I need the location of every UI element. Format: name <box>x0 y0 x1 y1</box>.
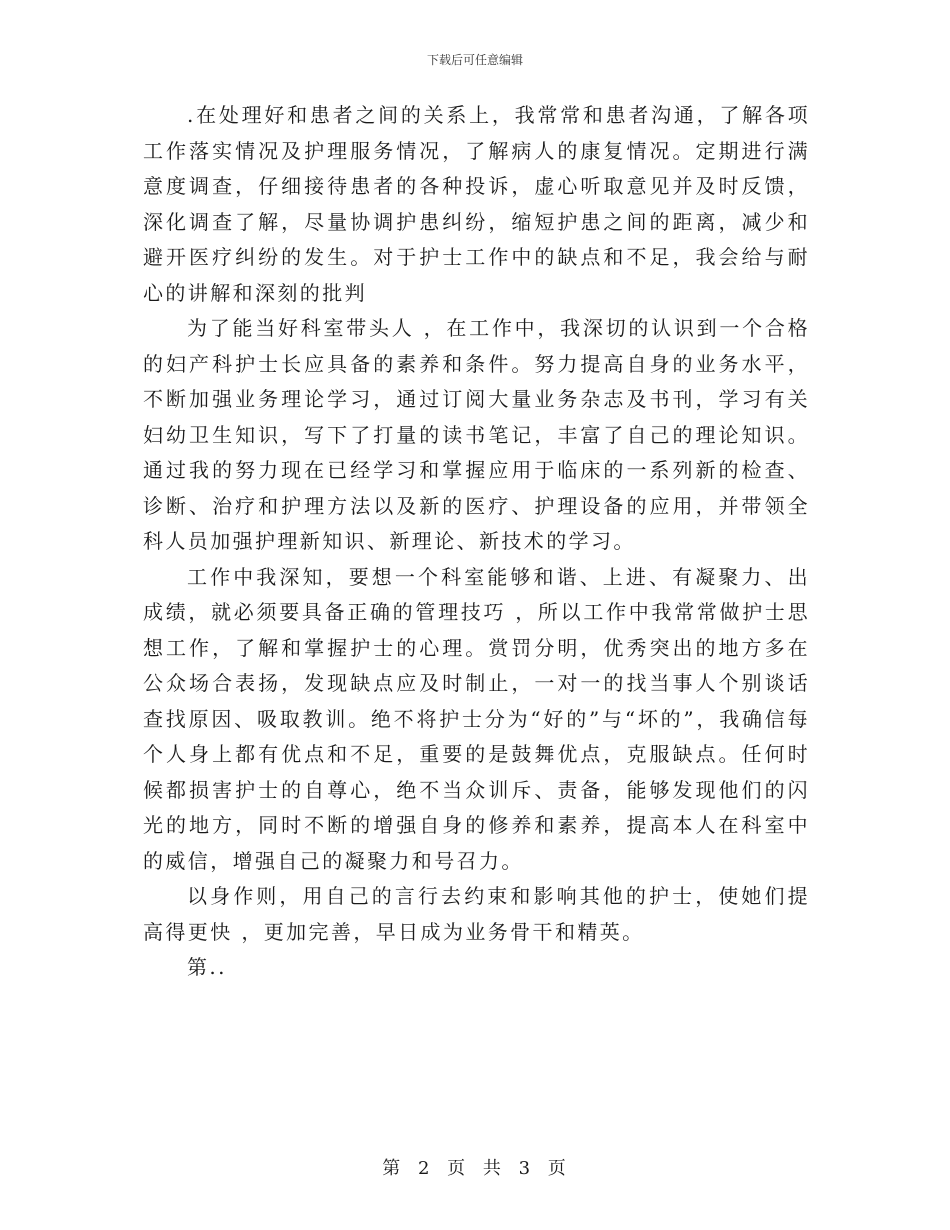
document-body <box>143 98 810 986</box>
paragraph: 以身作则，用自己的言行去约束和影响其他的护士，使她们提高得更快 ，更加完善，早日成为业务骨干和精英。 <box>143 884 810 944</box>
page-number-footer: 第 2 页 共 3 页 <box>382 1158 568 1179</box>
paragraph: 第.. <box>187 955 227 979</box>
page-header: 下载后可任意编辑 <box>426 53 523 67</box>
paragraph: 工作中我深知，要想一个科室能够和谐、上进、有凝聚力、出成绩，就必须要具备正确的管理技巧 ，所以工作中我常常做护士思想工作，了解和掌握护士的心理。赏罚分明，优秀突出的地方多在公众场合表扬，发现缺点应及时制止，一对一的找当事人个别谈话查找原因、吸取教训。绝不将护士分为“好的”与“坏的”，我确信每个人身上都有优点和不足，重要的是鼓舞优点，克服缺点。任何时候都损害护士的自尊心，绝不当众训斥、责备，能够发现他们的闪光的地方，同时不断的增强自身的修养和素养，提高本人在科室中的威信，增强自己的凝聚力和号召力。 <box>143 564 810 873</box>
paragraph: 为了能当好科室带头人 ，在工作中，我深切的认识到一个合格的妇产科护士长应具备的素养和条件。努力提高自身的业务水平，不断加强业务理论学习，通过订阅大量业务杂志及书刊，学习有关妇幼卫生知识，写下了打量的读书笔记，丰富了自己的理论知识。通过我的努力现在已经学习和掌握应用于临床的一系列新的检查、诊断、治疗和护理方法以及新的医疗、护理设备的应用，并带领全科人员加强护理新知识、新理论、新技术的学习。 <box>143 316 810 553</box>
paragraph: .在处理好和患者之间的关系上，我常常和患者沟通，了解各项工作落实情况及护理服务情况，了解病人的康复情况。定期进行满意度调查，仔细接待患者的各种投诉，虚心听取意见并及时反馈，深化调查了解，尽量协调护患纠纷，缩短护患之间的距离，减少和避开医疗纠纷的发生。对于护士工作中的缺点和不足，我会给与耐心的讲解和深刻的批判 <box>143 103 810 305</box>
